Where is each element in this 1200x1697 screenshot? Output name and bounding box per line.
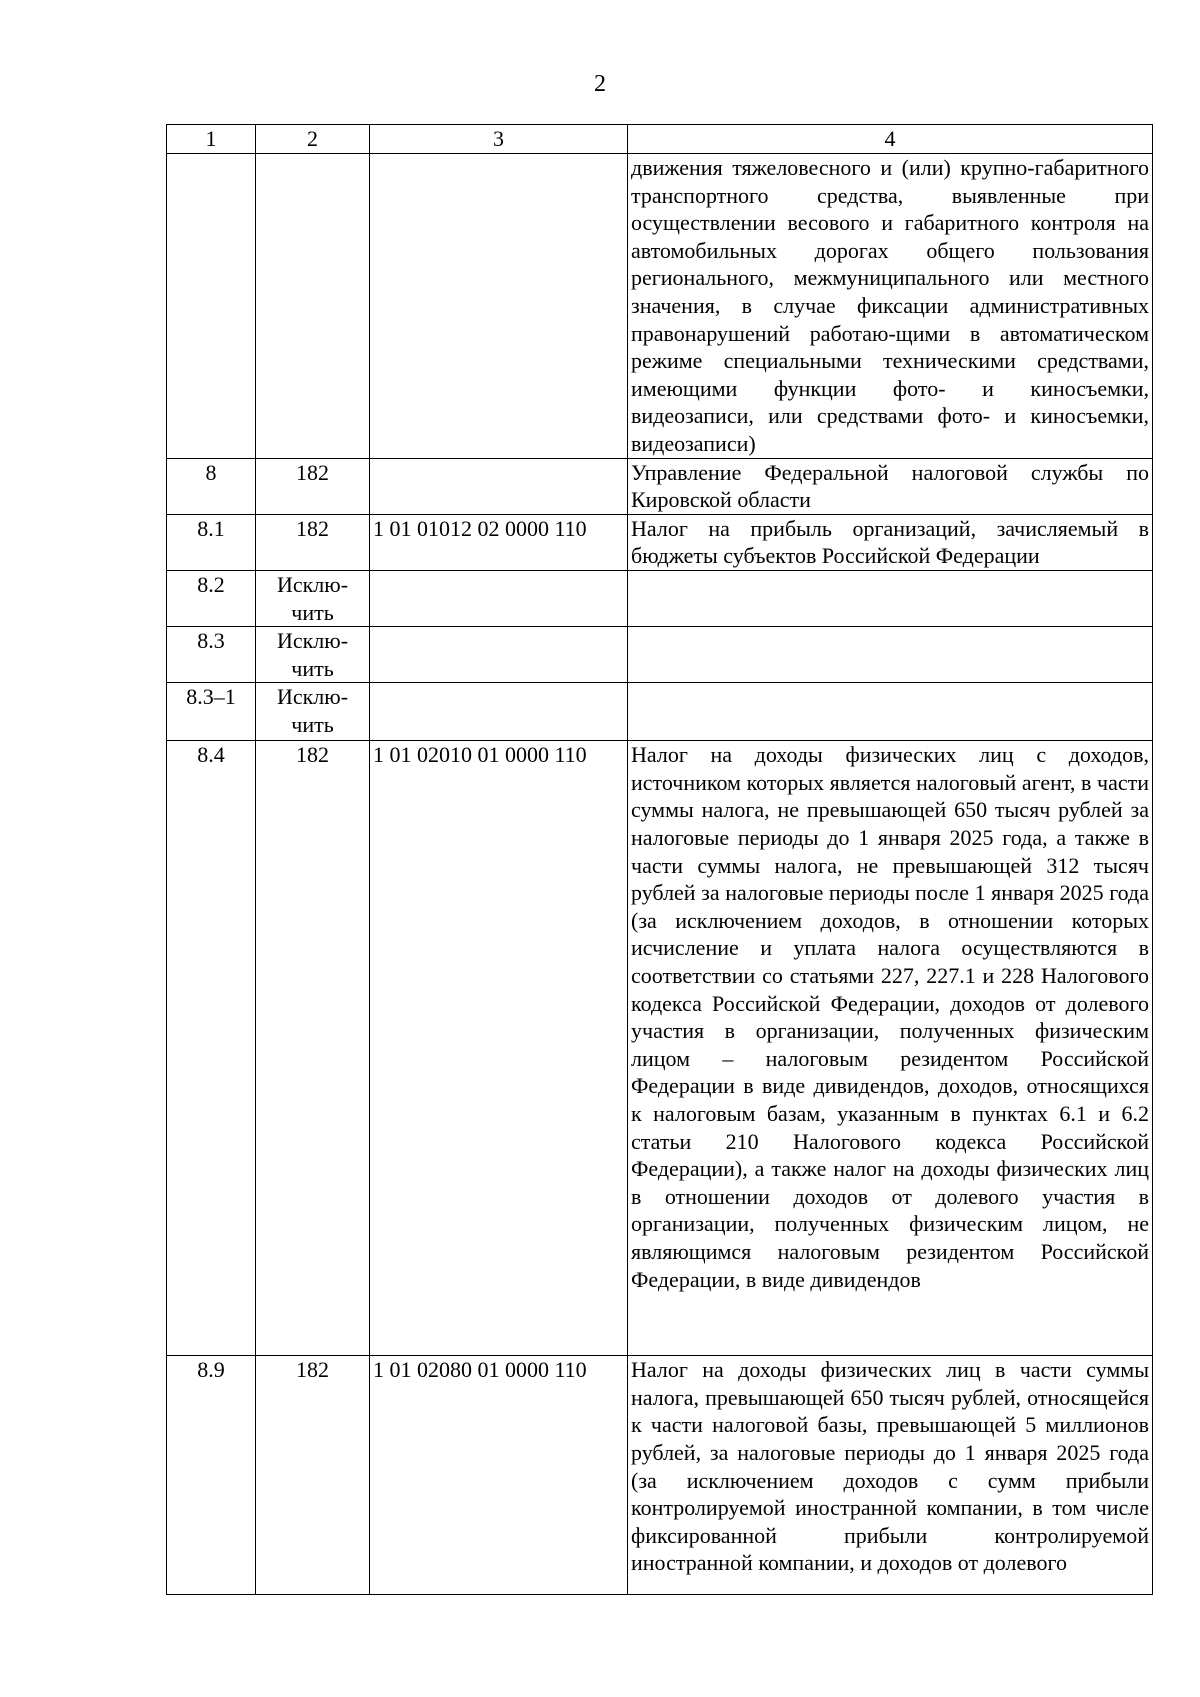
row-number: 8 — [167, 458, 256, 514]
budget-classification-code — [370, 154, 628, 459]
row-number: 8.9 — [167, 1356, 256, 1595]
table-row — [167, 627, 1153, 683]
row-number: 8.3–1 — [167, 683, 256, 741]
row-number: 8.3 — [167, 627, 256, 683]
admin-code: 182 — [256, 1356, 370, 1595]
row-number: 8.4 — [167, 741, 256, 1356]
admin-code: Исклю-чить — [256, 570, 370, 626]
table-row — [167, 1356, 1153, 1595]
revenue-description: движения тяжеловесного и (или) крупно-габаритного транспортного средства, выявленные при осуществлении весового и габаритного контроля на автомобильных дорогах общего пользования регионального, межмуниципального или местного значения, в случае фиксации административных правонарушений работаю-щими в автоматическом режиме специальными техническими средствами, имеющими функции фото- и киносъемки, видеозаписи, или средствами фото- и киносъемки, видеозаписи) — [628, 154, 1153, 459]
table-row — [167, 741, 1153, 1356]
row-number: 8.2 — [167, 570, 256, 626]
row-number — [167, 154, 256, 459]
header-col-3: 3 — [370, 125, 628, 154]
header-col-1: 1 — [167, 125, 256, 154]
table-row — [167, 514, 1153, 570]
budget-revenue-table — [166, 124, 1153, 1595]
header-col-4: 4 — [628, 125, 1153, 154]
table-header-row — [167, 125, 1153, 154]
budget-classification-code: 1 01 02080 01 0000 110 — [370, 1356, 628, 1595]
revenue-description: Налог на прибыль организаций, зачисляемый в бюджеты субъектов Российской Федерации — [628, 514, 1153, 570]
admin-code: 182 — [256, 514, 370, 570]
revenue-description: Управление Федеральной налоговой службы по Кировской области — [628, 458, 1153, 514]
admin-code: Исклю-чить — [256, 627, 370, 683]
budget-classification-code — [370, 683, 628, 741]
admin-code: 182 — [256, 741, 370, 1356]
revenue-description — [628, 570, 1153, 626]
budget-classification-code — [370, 458, 628, 514]
revenue-description: Налог на доходы физических лиц с доходов, источником которых является налоговый агент, в части суммы налога, не превышающей 650 тысяч рублей за налоговые периоды до 1 января 2025 года, а также в части суммы налога, не превышающей 312 тысяч рублей за налоговые периоды после 1 января 2025 года (за исключением доходов, в отношении которых исчисление и уплата налога осуществляются в соответствии со статьями 227, 227.1 и 228 Налогового кодекса Российской Федерации, доходов от долевого участия в организации, полученных физическим лицом – налоговым резидентом Российской Федерации в виде дивидендов, доходов, относящихся к налоговым базам, указанным в пунктах 6.1 и 6.2 статьи 210 Налогового кодекса Российской Федерации), а также налог на доходы физических лиц в отношении доходов от долевого участия в организации, полученных физическим лицом, не являющимся налоговым резидентом Российской Федерации, в виде дивидендов — [628, 741, 1153, 1356]
budget-classification-code: 1 01 01012 02 0000 110 — [370, 514, 628, 570]
budget-classification-code — [370, 627, 628, 683]
header-col-2: 2 — [256, 125, 370, 154]
revenue-description — [628, 683, 1153, 741]
revenue-description: Налог на доходы физических лиц в части суммы налога, превышающей 650 тысяч рублей, относящейся к части налоговой базы, превышающей 5 миллионов рублей, за налоговые периоды до 1 января 2025 года (за исключением доходов с сумм прибыли контролируемой иностранной компании, в том числе фиксированной прибыли контролируемой иностранной компании, и доходов от долевого — [628, 1356, 1153, 1595]
table-row — [167, 458, 1153, 514]
budget-classification-code: 1 01 02010 01 0000 110 — [370, 741, 628, 1356]
row-number: 8.1 — [167, 514, 256, 570]
budget-classification-code — [370, 570, 628, 626]
page-number: 2 — [594, 71, 606, 97]
admin-code: 182 — [256, 458, 370, 514]
admin-code — [256, 154, 370, 459]
revenue-description — [628, 627, 1153, 683]
table-row — [167, 570, 1153, 626]
table-row — [167, 683, 1153, 741]
admin-code: Исклю-чить — [256, 683, 370, 741]
table-row — [167, 154, 1153, 459]
